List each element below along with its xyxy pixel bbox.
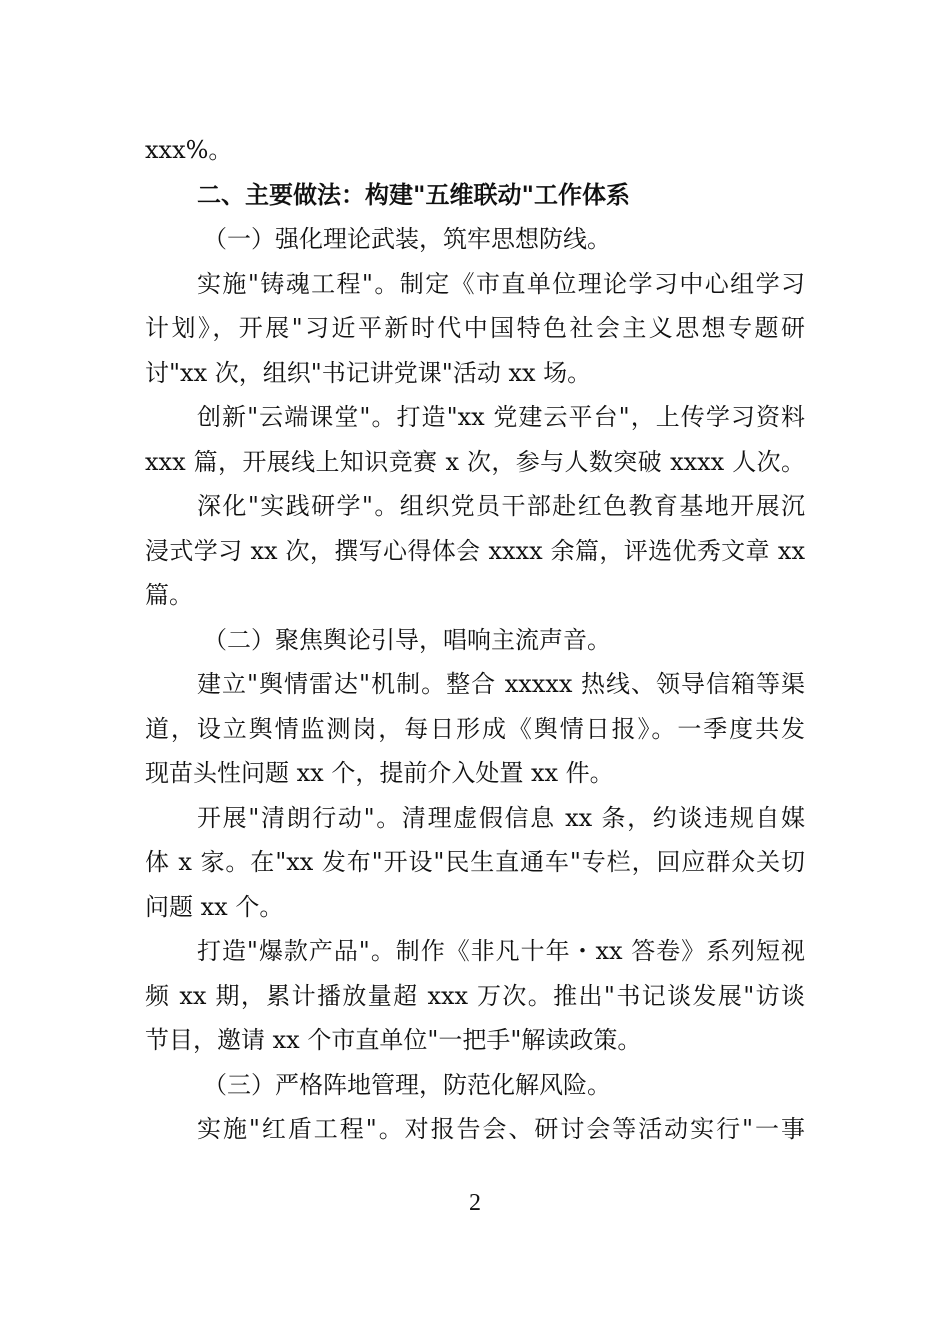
paragraph-line: xxx 篇，开展线上知识竞赛 x 次，参与人数突破 xxxx 人次。: [145, 447, 805, 476]
paragraph-line: 体 x 家。在"xx 发布"开设"民生直通车"专栏，回应群众关切: [145, 848, 805, 876]
paragraph-line: 现苗头性问题 xx 个，提前介入处置 xx 件。: [145, 759, 614, 787]
paragraph-line: 创新"云端课堂"。打造"xx 党建云平台"，上传学习资料: [197, 403, 805, 431]
paragraph-line: 节目，邀请 xx 个市直单位"一把手"解读政策。: [145, 1026, 642, 1054]
paragraph-line: 开展"清朗行动"。清理虚假信息 xx 条，约谈违规自媒: [197, 803, 805, 832]
subsection-heading: （三）严格阵地管理，防范化解风险。: [203, 1070, 611, 1099]
subsection-heading: （二）聚焦舆论引导，唱响主流声音。: [203, 625, 611, 654]
section-heading: 二、主要做法：构建"五维联动"工作体系: [197, 180, 631, 209]
document-page: [145, 128, 805, 1152]
paragraph-line: 篇。: [145, 581, 193, 609]
paragraph-line: 道，设立舆情监测岗，每日形成《舆情日报》。一季度共发: [145, 714, 805, 743]
paragraph-line: 深化"实践研学"。组织党员干部赴红色教育基地开展沉: [197, 492, 805, 520]
paragraph-line: 浸式学习 xx 次，撰写心得体会 xxxx 余篇，评选优秀文章 xx: [145, 536, 805, 565]
paragraph-line: 问题 xx 个。: [145, 892, 284, 921]
paragraph-line: 计划》，开展"习近平新时代中国特色社会主义思想专题研: [145, 314, 805, 342]
subsection-heading: （一）强化理论武装，筑牢思想防线。: [203, 225, 611, 253]
paragraph-line: 实施"铸魂工程"。制定《市直单位理论学习中心组学习: [197, 269, 805, 298]
page-number: 2: [469, 1190, 481, 1216]
paragraph-line: 建立"舆情雷达"机制。整合 xxxxx 热线、领导信箱等渠: [197, 670, 805, 698]
paragraph-line: 频 xx 期，累计播放量超 xxx 万次。推出"书记谈发展"访谈: [145, 981, 805, 1010]
paragraph-line: 打造"爆款产品"。制作《非凡十年・xx 答卷》系列短视: [197, 937, 805, 965]
paragraph-line: 讨"xx 次，组织"书记讲党课"活动 xx 场。: [145, 358, 592, 387]
text-line: xxx%。: [145, 136, 233, 164]
paragraph-line: 实施"红盾工程"。对报告会、研讨会等活动实行"一事: [197, 1115, 805, 1143]
